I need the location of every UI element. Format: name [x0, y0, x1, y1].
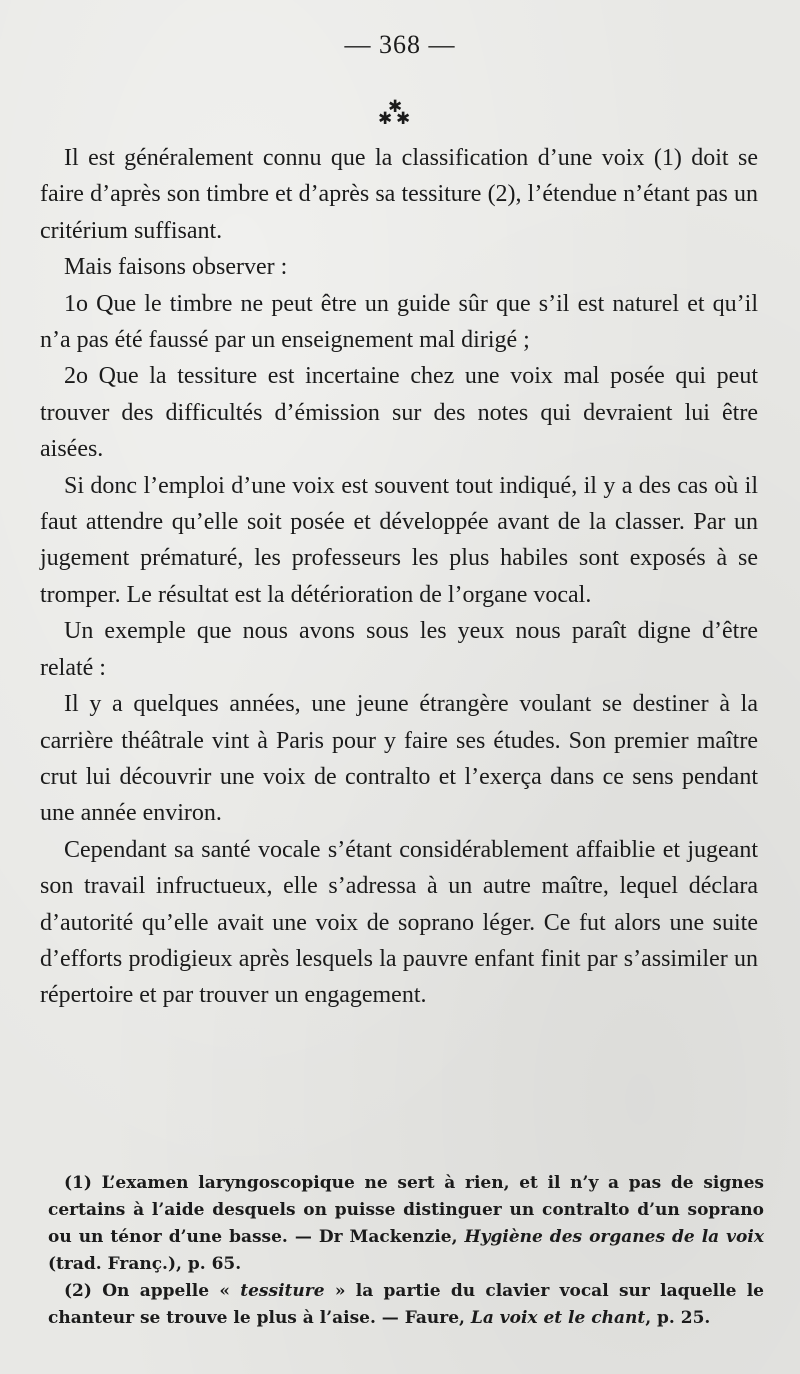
footnote-2-lead: (2) On appelle «	[64, 1281, 241, 1301]
paragraph-anecdote: Il y a quelques années, une jeune étrangère voulant se destiner à la carrière théâtrale vint à Paris pour y faire ses études. Son premier maître crut lui découvrir une voix de contralto et l’exerça dans ce sens pendant une année environ.	[40, 691, 758, 827]
asterism-star-icon: ✱	[388, 97, 403, 116]
asterism-separator	[372, 98, 412, 130]
page-number-header: — 368 —	[344, 30, 456, 59]
paragraph-cependant: Cependant sa santé vocale s’étant considérablement affaiblie et jugeant son travail infructueux, elle s’adressa à un autre maître, lequel déclara d’autorité qu’elle avait une voix de soprano léger. Ce fut alors une suite d’efforts prodigieux après lesquels la pauvre enfant finit par s’assimiler un répertoire et par trouver un engagement.	[40, 836, 758, 1009]
paragraph-point-1: 1o Que le timbre ne peut être un guide sûr que s’il est naturel et qu’il n’a pas été faussé par un enseignement mal dirigé ;	[40, 290, 758, 354]
footnote-2	[48, 1278, 764, 1332]
asterism-star-icon: ✱	[396, 109, 411, 128]
main-text	[40, 140, 758, 1014]
footnote-2-title: La voix et le chant	[470, 1308, 646, 1328]
footnote-1	[48, 1170, 764, 1278]
footnotes	[48, 1170, 764, 1332]
asterism-star-icon: ✱	[378, 109, 393, 128]
footnote-1-tail: (trad. Franç.), p. 65.	[48, 1254, 242, 1274]
footnote-1-title: Hygiène des organes de la voix	[464, 1227, 764, 1247]
footnote-2-tail: , p. 25.	[645, 1308, 711, 1328]
footnote-2-term: tessiture	[240, 1281, 325, 1301]
paragraph-point-2: 2o Que la tessiture est incertaine chez une voix mal posée qui peut trouver des difficultés d’émission sur des notes qui devraient lui être aisées.	[40, 363, 758, 463]
paragraph-observer: Mais faisons observer :	[64, 254, 288, 281]
footnote-2-mid: » la partie du clavier vocal sur laquelle le chanteur se trouve le plus à l’aise. — Faure,	[48, 1281, 764, 1328]
paragraph-emploi: Si donc l’emploi d’une voix est souvent tout indiqué, il y a des cas où il faut attendre qu’elle soit posée et développée avant de la classer. Par un jugement prématuré, les professeurs les plus habiles sont exposés à se tromper. Le résultat est la détérioration de l’organe vocal.	[40, 472, 758, 608]
paragraph-classification: Il est généralement connu que la classification d’une voix (1) doit se faire d’après son timbre et d’après sa tessiture (2), l’étendue n’étant pas un critérium suffisant.	[40, 145, 758, 244]
footnote-1-text: (1) L’examen laryngoscopique ne sert à rien, et il n’y a pas de signes certains à l’aide desquels on puisse distinguer un contralto d’un soprano ou un ténor d’une basse. — Dr Mackenzie,	[48, 1173, 764, 1247]
paragraph-exemple: Un exemple que nous avons sous les yeux nous paraît digne d’être relaté :	[40, 618, 758, 681]
